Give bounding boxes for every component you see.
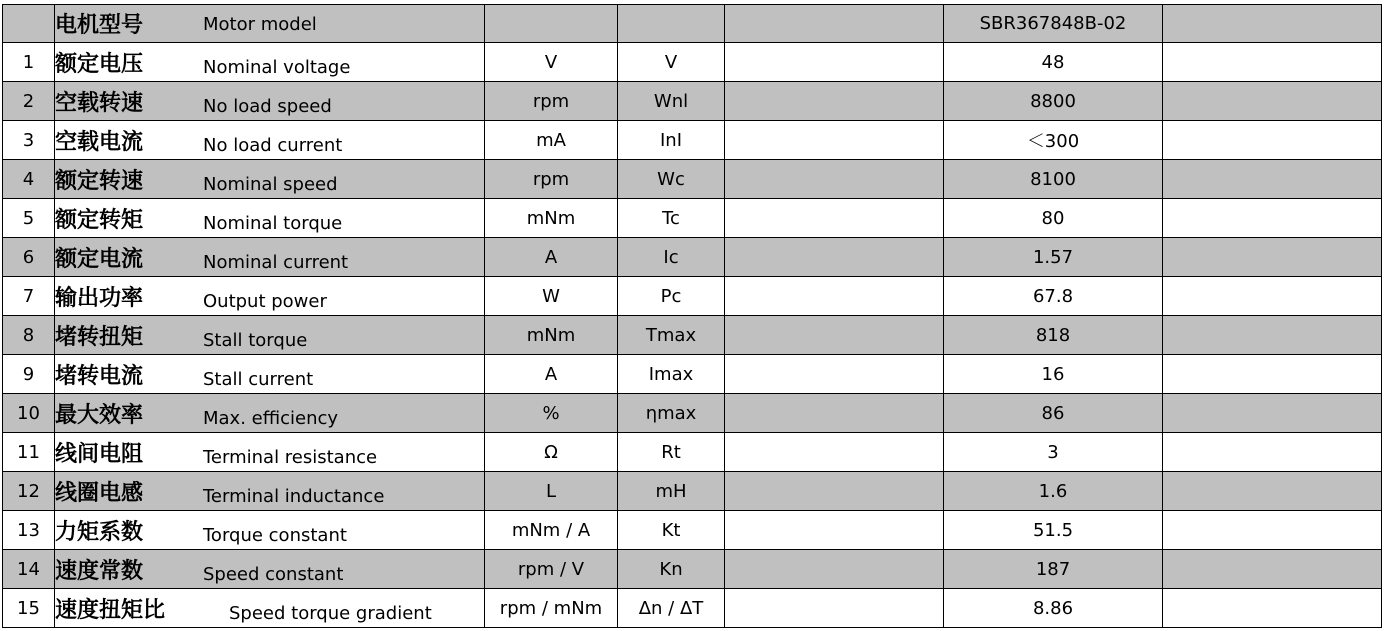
blank-cell-2: [1163, 316, 1382, 355]
param-unit: mNm: [485, 199, 618, 238]
blank-cell-2: [1163, 433, 1382, 472]
param-name-en: Output power: [203, 290, 327, 312]
param-symbol: V: [618, 43, 725, 82]
blank-cell-2: [1163, 589, 1382, 628]
param-name-cell: [55, 277, 485, 316]
param-name-cn: 线间电阻: [55, 441, 144, 467]
param-value: 8800: [944, 82, 1163, 121]
param-symbol: Wc: [618, 160, 725, 199]
param-symbol: mH: [618, 472, 725, 511]
param-value: 818: [944, 316, 1163, 355]
param-value: 3: [944, 433, 1163, 472]
param-name-cell: [55, 394, 485, 433]
param-name-en: No load speed: [203, 95, 332, 117]
param-name-cell: [55, 121, 485, 160]
blank-cell: [725, 238, 944, 277]
param-name-cell: [55, 160, 485, 199]
blank-cell-2: [1163, 82, 1382, 121]
row-number: 5: [3, 199, 55, 238]
param-symbol: Pc: [618, 277, 725, 316]
param-unit: mNm / A: [485, 511, 618, 550]
param-name-cell: [55, 82, 485, 121]
header-no-cell: [3, 5, 55, 43]
table-header-row: [3, 5, 1382, 43]
header-en-label: Motor model: [203, 14, 317, 35]
param-symbol: Kn: [618, 550, 725, 589]
param-symbol: Rt: [618, 433, 725, 472]
motor-spec-table: [2, 4, 1382, 628]
row-number: 10: [3, 394, 55, 433]
param-name-cn: 最大效率: [55, 402, 144, 428]
param-name-en: Nominal current: [203, 251, 349, 273]
blank-cell: [725, 43, 944, 82]
param-value: 51.5: [944, 511, 1163, 550]
param-name-cell: [55, 355, 485, 394]
blank-cell: [725, 550, 944, 589]
param-name-cn: 速度常数: [55, 558, 144, 584]
param-name-cell: [55, 550, 485, 589]
param-unit: mA: [485, 121, 618, 160]
table-row: [3, 43, 1382, 82]
param-unit: %: [485, 394, 618, 433]
param-name-cell: [55, 433, 485, 472]
param-value: 8.86: [944, 589, 1163, 628]
row-number: 3: [3, 121, 55, 160]
table-row: [3, 316, 1382, 355]
param-name-en: Stall current: [203, 368, 314, 390]
param-unit: rpm: [485, 82, 618, 121]
param-name-en: No load current: [203, 134, 343, 156]
blank-cell-2: [1163, 121, 1382, 160]
blank-cell: [725, 511, 944, 550]
param-name-cn: 额定转矩: [55, 207, 144, 233]
param-name-cn: 堵转电流: [55, 363, 144, 389]
param-unit: A: [485, 238, 618, 277]
param-unit: V: [485, 43, 618, 82]
param-value: 48: [944, 43, 1163, 82]
param-name-cn: 空载转速: [55, 90, 144, 116]
param-symbol: Ic: [618, 238, 725, 277]
blank-cell: [725, 355, 944, 394]
param-name-cn: 空载电流: [55, 129, 144, 155]
row-number: 9: [3, 355, 55, 394]
blank-cell-2: [1163, 160, 1382, 199]
param-name-cn: 额定电流: [55, 246, 144, 272]
param-symbol: Wnl: [618, 82, 725, 121]
table-row: [3, 355, 1382, 394]
blank-cell: [725, 199, 944, 238]
param-symbol: Imax: [618, 355, 725, 394]
blank-cell-2: [1163, 355, 1382, 394]
param-name-cn: 力矩系数: [55, 519, 144, 545]
table-row: [3, 589, 1382, 628]
param-unit: A: [485, 355, 618, 394]
row-number: 15: [3, 589, 55, 628]
param-symbol: Δn / ΔT: [618, 589, 725, 628]
blank-cell: [725, 394, 944, 433]
param-symbol: ηmax: [618, 394, 725, 433]
blank-cell-2: [1163, 277, 1382, 316]
param-unit: rpm / V: [485, 550, 618, 589]
table-row: [3, 160, 1382, 199]
blank-cell-2: [1163, 394, 1382, 433]
blank-cell-2: [1163, 472, 1382, 511]
param-symbol: Tmax: [618, 316, 725, 355]
blank-cell: [725, 160, 944, 199]
param-value: ＜300: [944, 121, 1163, 160]
param-name-en: Nominal speed: [203, 173, 338, 195]
table-row: [3, 550, 1382, 589]
param-value: 86: [944, 394, 1163, 433]
param-name-cn: 线圈电感: [55, 480, 144, 506]
param-name-cell: [55, 199, 485, 238]
param-name-cell: [55, 589, 485, 628]
blank-cell-2: [1163, 550, 1382, 589]
table-row: [3, 199, 1382, 238]
row-number: 1: [3, 43, 55, 82]
param-value: 16: [944, 355, 1163, 394]
table-row: [3, 472, 1382, 511]
header-unit-cell: [485, 5, 618, 43]
blank-cell: [725, 433, 944, 472]
blank-cell-2: [1163, 511, 1382, 550]
param-name-en: Max. efficiency: [203, 407, 339, 429]
row-number: 8: [3, 316, 55, 355]
param-name-cn: 速度扭矩比: [55, 597, 166, 623]
blank-cell-2: [1163, 238, 1382, 277]
param-value: 1.6: [944, 472, 1163, 511]
header-cn-label: 电机型号: [55, 13, 144, 38]
param-name-cn: 额定转速: [55, 168, 144, 194]
row-number: 13: [3, 511, 55, 550]
param-name-en: Terminal inductance: [203, 485, 385, 507]
param-name-en: Torque constant: [203, 524, 347, 546]
table-row: [3, 238, 1382, 277]
blank-cell: [725, 121, 944, 160]
param-symbol: Kt: [618, 511, 725, 550]
row-number: 4: [3, 160, 55, 199]
param-name-en: Speed constant: [203, 563, 344, 585]
param-name-en: Speed torque gradient: [229, 602, 432, 624]
param-unit: rpm: [485, 160, 618, 199]
row-number: 12: [3, 472, 55, 511]
header-blank-cell: [725, 5, 944, 43]
row-number: 11: [3, 433, 55, 472]
header-symbol-cell: [618, 5, 725, 43]
header-blank-cell-2: [1163, 5, 1382, 43]
table-row: [3, 394, 1382, 433]
blank-cell: [725, 316, 944, 355]
table-row: [3, 121, 1382, 160]
param-name-cn: 堵转扭矩: [55, 324, 144, 350]
header-model-value: SBR367848B-02: [944, 5, 1163, 43]
row-number: 7: [3, 277, 55, 316]
blank-cell-2: [1163, 43, 1382, 82]
param-name-cn: 输出功率: [55, 285, 144, 311]
param-unit: Ω: [485, 433, 618, 472]
header-name-cell: [55, 5, 485, 43]
blank-cell: [725, 589, 944, 628]
param-name-cell: [55, 472, 485, 511]
param-name-cell: [55, 511, 485, 550]
param-unit: mNm: [485, 316, 618, 355]
param-value: 80: [944, 199, 1163, 238]
blank-cell: [725, 472, 944, 511]
param-value: 8100: [944, 160, 1163, 199]
param-symbol: Tc: [618, 199, 725, 238]
blank-cell-2: [1163, 199, 1382, 238]
param-unit: rpm / mNm: [485, 589, 618, 628]
param-name-cell: [55, 238, 485, 277]
param-value: 187: [944, 550, 1163, 589]
row-number: 6: [3, 238, 55, 277]
table-row: [3, 433, 1382, 472]
param-name-cn: 额定电压: [55, 51, 144, 77]
param-name-en: Stall torque: [203, 329, 308, 351]
param-name-en: Terminal resistance: [203, 446, 378, 468]
blank-cell: [725, 82, 944, 121]
param-value: 67.8: [944, 277, 1163, 316]
row-number: 2: [3, 82, 55, 121]
table-row: [3, 82, 1382, 121]
param-name-cell: [55, 43, 485, 82]
table-row: [3, 277, 1382, 316]
param-name-en: Nominal torque: [203, 212, 343, 234]
blank-cell: [725, 277, 944, 316]
row-number: 14: [3, 550, 55, 589]
table-row: [3, 511, 1382, 550]
param-symbol: InI: [618, 121, 725, 160]
param-name-en: Nominal voltage: [203, 56, 351, 78]
param-value: 1.57: [944, 238, 1163, 277]
param-name-cell: [55, 316, 485, 355]
param-unit: W: [485, 277, 618, 316]
param-unit: L: [485, 472, 618, 511]
